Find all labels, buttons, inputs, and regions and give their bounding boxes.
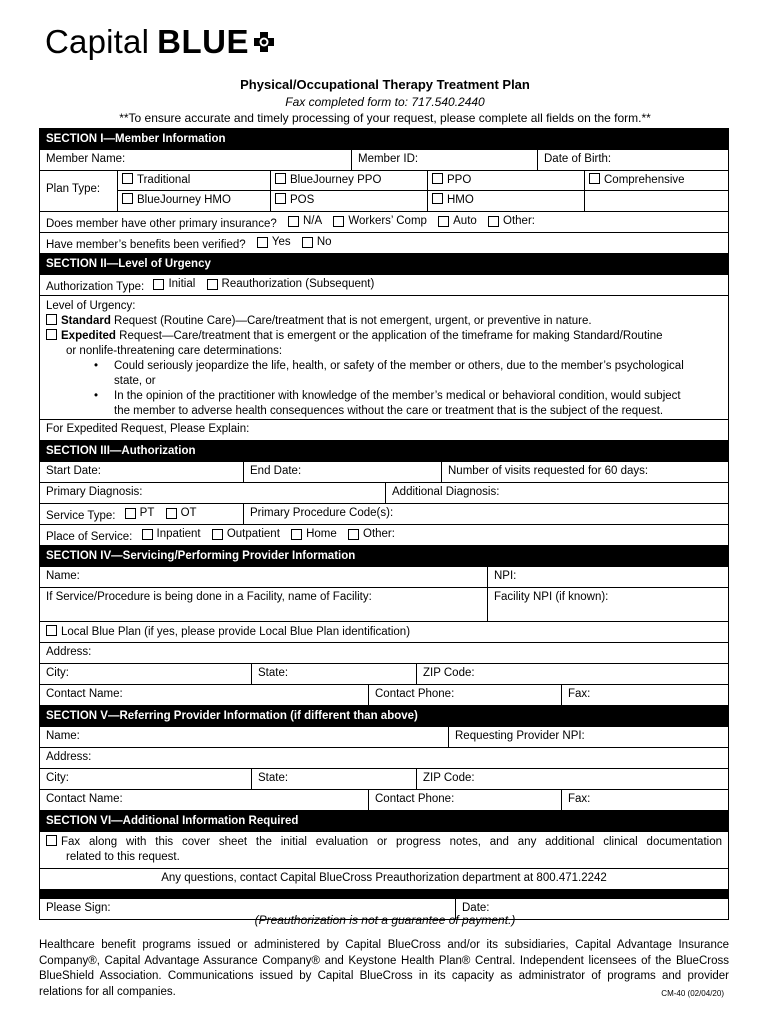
fax-along-label: Fax along with this cover sheet the initial evaluation or progress notes, and any additional clinical documentation <box>61 836 722 848</box>
criteria-bullet-1: • Could seriously jeopardize the life, health, or safety of the member or others, due to the member’s psychological <box>46 359 722 374</box>
plan-comprehensive-option[interactable] <box>585 171 728 190</box>
visits-field[interactable] <box>442 462 728 482</box>
plan-traditional-option[interactable] <box>118 171 271 190</box>
servicing-name-label: Name: <box>46 570 80 582</box>
urgency-level-label: Level of Urgency: <box>46 300 136 312</box>
servicing-npi-field[interactable] <box>488 567 728 587</box>
no-label: No <box>316 236 332 248</box>
start-date-field[interactable] <box>40 462 244 482</box>
visits-label: Number of visits requested for 60 days: <box>448 465 649 477</box>
outpatient-label: Outpatient <box>226 528 280 540</box>
referring-city-row <box>40 769 728 790</box>
servicing-zip-label: ZIP Code: <box>423 667 475 679</box>
sign-date-label: Date: <box>462 902 490 914</box>
referring-phone-field[interactable] <box>369 790 562 810</box>
local-blue-label: Local Blue Plan (if yes, please provide Local Blue Plan identification) <box>61 626 411 638</box>
local-blue-checkbox[interactable] <box>46 625 57 636</box>
plan-pos-option[interactable] <box>271 191 428 211</box>
referring-name-label: Name: <box>46 730 80 742</box>
referring-name-row <box>40 727 728 748</box>
pt-label: PT <box>139 507 155 519</box>
outpatient-option[interactable] <box>212 528 280 540</box>
fax-along-label-cont: related to this request. <box>66 851 180 863</box>
form-code: CM-40 (02/04/20) <box>661 989 724 998</box>
servicing-contact-field[interactable] <box>40 685 369 705</box>
expedited-description: Request—Care/treatment that is emergent or the application of the timeframe for making Standard/Routine <box>115 330 663 342</box>
servicing-state-label: State: <box>258 667 289 679</box>
primary-dx-label: Primary Diagnosis: <box>46 486 143 498</box>
preauth-disclaimer: (Preauthorization is not a guarantee of payment.) <box>254 913 516 927</box>
servicing-city-label: City: <box>46 667 69 679</box>
servicing-state-field[interactable] <box>252 664 417 684</box>
referring-state-field[interactable] <box>252 769 417 789</box>
plan-hmo-option[interactable] <box>428 191 585 211</box>
dates-row <box>40 462 728 483</box>
plan-type-label: Plan Type: <box>40 171 118 211</box>
plan-type-options <box>118 171 728 211</box>
servicing-address-field[interactable] <box>40 643 728 664</box>
section-1-header: SECTION I—Member Information <box>40 129 728 150</box>
criteria-bullet-1-cont: state, or <box>114 375 156 387</box>
servicing-city-field[interactable] <box>40 664 252 684</box>
proc-code-field[interactable] <box>244 504 728 524</box>
benefits-verified-row <box>40 233 728 254</box>
addl-dx-field[interactable] <box>386 483 728 503</box>
traditional-checkbox[interactable] <box>122 173 133 184</box>
referring-address-field[interactable] <box>40 748 728 769</box>
initial-label: Initial <box>168 278 196 290</box>
capital-blue-logo <box>45 22 275 62</box>
section-3-header: SECTION III—Authorization <box>40 441 728 462</box>
servicing-fax-label: Fax: <box>568 688 591 700</box>
standard-option[interactable] <box>46 314 722 329</box>
yes-checkbox[interactable] <box>257 237 268 248</box>
referring-contact-row <box>40 790 728 811</box>
member-info-row <box>40 150 728 171</box>
other-insurance-row <box>40 212 728 233</box>
form-title: Physical/Occupational Therapy Treatment Plan <box>240 77 530 92</box>
end-date-label: End Date: <box>250 465 302 477</box>
expedited-description-cont: or nonlife-threatening care determinations: <box>66 345 283 357</box>
outpatient-checkbox[interactable] <box>212 529 223 540</box>
workers-comp-label: Workers’ Comp <box>348 215 427 227</box>
reauth-label: Reauthorization (Subsequent) <box>221 278 375 290</box>
expedited-explain-field[interactable] <box>40 420 728 441</box>
other-ins-option[interactable] <box>488 215 535 227</box>
bj-ppo-label: BlueJourney PPO <box>290 174 382 186</box>
ppo-checkbox[interactable] <box>432 173 443 184</box>
referring-contact-label: Contact Name: <box>46 793 123 805</box>
yes-option[interactable] <box>257 236 291 248</box>
servicing-phone-field[interactable] <box>369 685 562 705</box>
auto-label: Auto <box>453 215 477 227</box>
standard-checkbox[interactable] <box>46 314 57 325</box>
service-type-cell <box>40 504 244 524</box>
inpatient-checkbox[interactable] <box>142 529 153 540</box>
servicing-contact-label: Contact Name: <box>46 688 123 700</box>
home-option[interactable] <box>291 528 337 540</box>
expedited-checkbox[interactable] <box>46 329 57 340</box>
referring-address-label: Address: <box>46 751 92 763</box>
auth-type-label: Authorization Type: <box>46 280 145 293</box>
logo-text-capital: Capital <box>45 23 150 60</box>
ppo-label: PPO <box>447 174 472 186</box>
referring-fax-label: Fax: <box>568 793 591 805</box>
section-4-header: SECTION IV—Servicing/Performing Provider Information <box>40 546 728 567</box>
logo-text-blue: BLUE <box>157 23 249 60</box>
other-place-checkbox[interactable] <box>348 529 359 540</box>
servicing-fax-field[interactable] <box>562 685 728 705</box>
criteria-bullet-2-cont: the member to adverse health consequences without the care or treatment that is the subject of the request. <box>114 405 664 417</box>
plan-ppo-option[interactable] <box>428 171 585 190</box>
servicing-address-label: Address: <box>46 646 92 658</box>
bj-ppo-checkbox[interactable] <box>275 173 286 184</box>
questions-contact: Any questions, contact Capital BlueCross Preauthorization department at 800.471.2242 <box>40 869 728 890</box>
expedited-explain-label: For Expedited Request, Please Explain: <box>46 423 250 435</box>
service-type-label: Service Type: <box>46 509 116 522</box>
requesting-npi-label: Requesting Provider NPI: <box>455 730 585 742</box>
auto-checkbox[interactable] <box>438 216 449 227</box>
ot-option[interactable] <box>166 507 197 519</box>
start-date-label: Start Date: <box>46 465 101 477</box>
other-place-label: Other: <box>363 528 395 540</box>
initial-option[interactable] <box>153 278 195 290</box>
section-divider <box>40 890 728 899</box>
urgency-block <box>40 296 728 420</box>
dob-field[interactable] <box>538 150 728 170</box>
referring-phone-label: Contact Phone: <box>375 793 455 805</box>
end-date-field[interactable] <box>244 462 442 482</box>
treatment-plan-form <box>39 128 729 920</box>
inpatient-label: Inpatient <box>156 528 201 540</box>
inpatient-option[interactable] <box>142 528 201 540</box>
member-name-field[interactable] <box>40 150 352 170</box>
plan-bj-ppo-option[interactable] <box>271 171 428 190</box>
bj-hmo-label: BlueJourney HMO <box>137 194 231 206</box>
other-place-option[interactable] <box>348 528 395 540</box>
diagnosis-row <box>40 483 728 504</box>
no-option[interactable] <box>302 236 332 248</box>
facility-name-field[interactable] <box>40 588 488 621</box>
plan-bj-hmo-option[interactable] <box>118 191 271 211</box>
service-type-row <box>40 504 728 525</box>
ot-checkbox[interactable] <box>166 508 177 519</box>
requesting-npi-field[interactable] <box>449 727 728 747</box>
workers-comp-checkbox[interactable] <box>333 216 344 227</box>
pt-checkbox[interactable] <box>125 508 136 519</box>
section-5-header: SECTION V—Referring Provider Information (if different than above) <box>40 706 728 727</box>
facility-name-label: If Service/Procedure is being done in a Facility, name of Facility: <box>46 591 372 603</box>
hmo-checkbox[interactable] <box>432 193 443 204</box>
proc-code-label: Primary Procedure Code(s): <box>250 507 394 519</box>
fax-along-checkbox[interactable] <box>46 835 57 846</box>
member-name-label: Member Name: <box>46 153 126 165</box>
initial-checkbox[interactable] <box>153 279 164 290</box>
expedited-option[interactable] <box>46 329 722 344</box>
referring-state-label: State: <box>258 772 289 784</box>
referring-zip-field[interactable] <box>417 769 728 789</box>
local-blue-plan-row[interactable] <box>40 622 728 643</box>
comprehensive-checkbox[interactable] <box>589 173 600 184</box>
bluecross-icon <box>253 31 275 53</box>
auto-option[interactable] <box>438 215 477 227</box>
criteria-bullet-2: • In the opinion of the practitioner with knowledge of the member’s medical or behavioral condition, would subject <box>46 389 722 404</box>
yes-label: Yes <box>271 236 291 248</box>
member-id-label: Member ID: <box>358 153 419 165</box>
referring-contact-field[interactable] <box>40 790 369 810</box>
servicing-contact-row <box>40 685 728 706</box>
addl-dx-label: Additional Diagnosis: <box>392 486 500 498</box>
na-checkbox[interactable] <box>288 216 299 227</box>
servicing-city-row <box>40 664 728 685</box>
referring-name-field[interactable] <box>40 727 449 747</box>
referring-city-field[interactable] <box>40 769 252 789</box>
plan-type-row <box>40 171 728 212</box>
benefits-verified-question: Have member’s benefits been verified? <box>46 238 246 251</box>
section-2-header: SECTION II—Level of Urgency <box>40 254 728 275</box>
referring-zip-label: ZIP Code: <box>423 772 475 784</box>
place-of-service-label: Place of Service: <box>46 530 133 543</box>
dob-label: Date of Birth: <box>544 153 612 165</box>
servicing-npi-label: NPI: <box>494 570 517 582</box>
na-option[interactable] <box>288 215 322 227</box>
facility-npi-label: Facility NPI (if known): <box>494 591 609 603</box>
referring-fax-field[interactable] <box>562 790 728 810</box>
servicing-zip-field[interactable] <box>417 664 728 684</box>
reauth-option[interactable] <box>207 278 375 290</box>
fax-instruction: Fax completed form to: 717.540.2440 <box>285 95 485 109</box>
home-checkbox[interactable] <box>291 529 302 540</box>
traditional-label: Traditional <box>137 174 191 186</box>
primary-dx-field[interactable] <box>40 483 386 503</box>
facility-row <box>40 588 728 622</box>
standard-label: Standard <box>61 315 111 327</box>
na-label: N/A <box>302 215 323 227</box>
other-insurance-question: Does member have other primary insurance? <box>46 217 277 230</box>
standard-description: Request (Routine Care)—Care/treatment that is not emergent, urgent, or preventive in nature. <box>110 315 592 327</box>
auth-type-row <box>40 275 728 296</box>
pt-option[interactable] <box>125 507 155 519</box>
completion-note: **To ensure accurate and timely processing of your request, please complete all fields on the form.** <box>119 111 651 125</box>
bj-hmo-checkbox[interactable] <box>122 193 133 204</box>
pos-label: POS <box>290 194 315 206</box>
expedited-label: Expedited <box>61 330 116 342</box>
referring-city-label: City: <box>46 772 69 784</box>
reauth-checkbox[interactable] <box>207 279 218 290</box>
servicing-name-field[interactable] <box>40 567 488 587</box>
signature-label: Please Sign: <box>46 902 111 914</box>
home-label: Home <box>306 528 337 540</box>
other-ins-checkbox[interactable] <box>488 216 499 227</box>
other-ins-label: Other: <box>503 215 535 227</box>
ot-label: OT <box>180 507 197 519</box>
hmo-label: HMO <box>447 194 474 206</box>
member-id-field[interactable] <box>352 150 538 170</box>
facility-npi-field[interactable] <box>488 588 728 621</box>
section-6-header: SECTION VI—Additional Information Required <box>40 811 728 832</box>
footer-legal-text: Healthcare benefit programs issued or administered by Capital BlueCross and/or its subsidiaries, Capital Advantage Insurance Company®, Capital Advantage Assurance Company® and Keystone Health Plan® Central. Independent licensees of the BlueCross BlueShield Association. Communications issued by Capital BlueCross in its capacity as administrator of programs and provider relations for all companies. <box>39 939 729 998</box>
pos-checkbox[interactable] <box>275 193 286 204</box>
comprehensive-label: Comprehensive <box>604 174 685 186</box>
no-checkbox[interactable] <box>302 237 313 248</box>
place-of-service-row <box>40 525 728 546</box>
servicing-name-row <box>40 567 728 588</box>
workers-comp-option[interactable] <box>333 215 427 227</box>
fax-along-option[interactable] <box>40 832 728 869</box>
servicing-phone-label: Contact Phone: <box>375 688 455 700</box>
